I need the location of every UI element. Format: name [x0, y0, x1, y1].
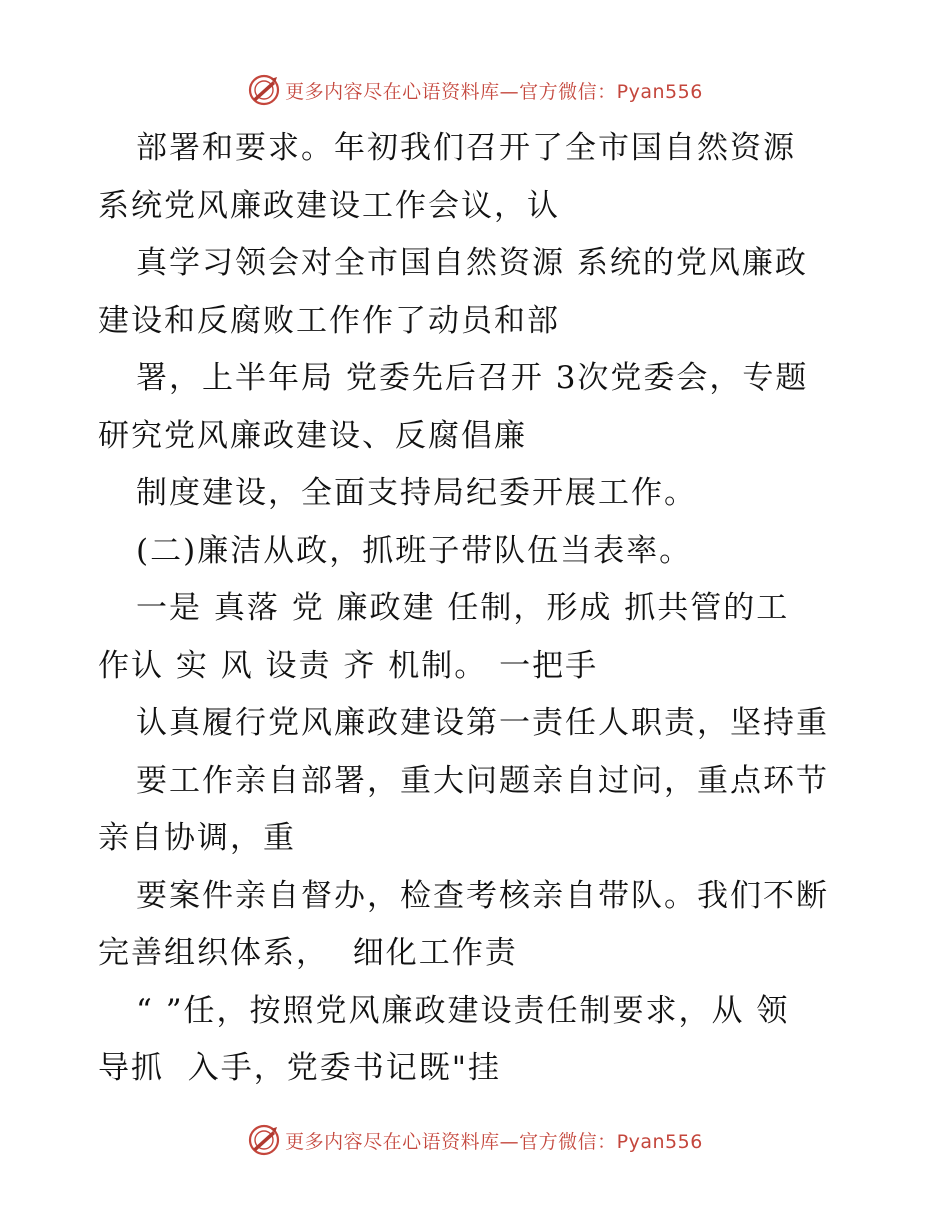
- paragraph-line: 导抓 入手，党委书记既"挂: [98, 1050, 501, 1086]
- paragraph-line: 系统党风廉政建设工作会议，认: [98, 187, 560, 224]
- paragraph-line: 署，上半年局 党委先后召开 3次党委会，专题: [136, 360, 809, 396]
- watermark-banner-bottom: [0, 1120, 950, 1160]
- paragraph-line: 一是 真落 党 廉政建 任制，形成 抓共管的工: [136, 590, 790, 626]
- watermark-banner-top: [0, 70, 950, 110]
- paragraph-line: 真学习领会对全市国自然资源 系统的党风廉政: [136, 245, 808, 281]
- paragraph-line: 制度建设，全面支持局纪委开展工作。: [136, 475, 697, 511]
- paragraph-line: 亲自协调，重: [98, 820, 296, 856]
- brand-logo-icon: [247, 1123, 281, 1157]
- paragraph-line: “ ”任，按照党风廉政建设责任制要求，从 领: [136, 992, 790, 1029]
- paragraph-line: 部署和要求。年初我们召开了全市国自然资源: [136, 130, 796, 166]
- paragraph-line: 要案件亲自督办，检查考核亲自带队。我们不断: [136, 877, 829, 914]
- document-body: [98, 120, 868, 1098]
- paragraph-line: (二)廉洁从政，抓班子带队伍当表率。: [136, 532, 693, 569]
- paragraph-line: 建设和反腐败工作作了动员和部: [98, 302, 560, 339]
- paragraph-line: 认真履行党风廉政建设第一责任人职责，坚持重: [136, 705, 829, 741]
- paragraph-line: 要工作亲自部署，重大问题亲自过问，重点环节: [136, 762, 829, 799]
- watermark-text: 更多内容尽在心语资料库—官方微信：Pyan556: [285, 80, 703, 103]
- watermark-text: 更多内容尽在心语资料库—官方微信：Pyan556: [285, 1130, 703, 1153]
- paragraph-line: 作认 实 风 设责 齐 机制。 一把手: [98, 647, 599, 684]
- paragraph-line: 研究党风廉政建设、反腐倡廉: [98, 417, 527, 454]
- paragraph-line: 完善组织体系， 细化工作责: [98, 935, 518, 971]
- brand-logo-icon: [247, 73, 281, 107]
